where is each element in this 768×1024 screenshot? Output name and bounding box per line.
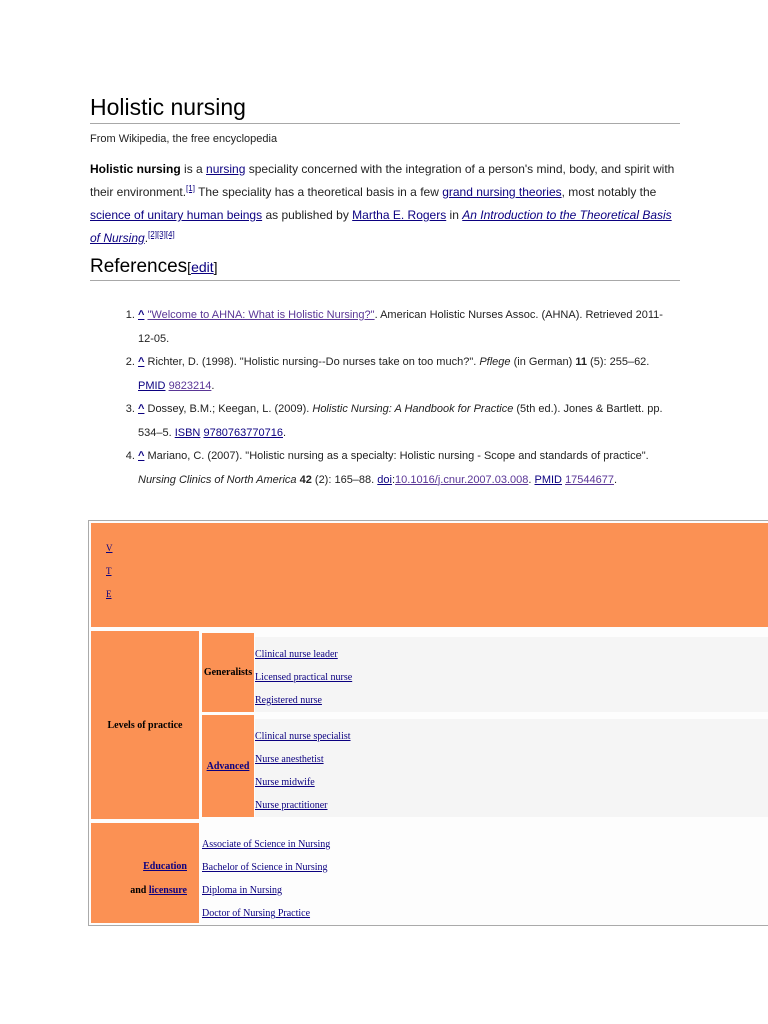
cite-1[interactable]: [1] [186,184,195,193]
and-text: and [130,885,149,896]
ref-text: . [282,426,287,439]
link-science-unitary[interactable]: science of unitary human beings [90,208,263,222]
advanced-link[interactable]: Advanced [206,760,250,772]
navbox-title-bar [91,523,768,627]
isbn-number-link[interactable]: 9780763770716 [203,426,283,439]
ref-volume: 11 [575,356,587,368]
list-item-nurse-practitioner[interactable]: Nurse practitioner [255,800,328,811]
references-list [90,304,668,492]
ref-journal: Nursing Clinics of North America [138,473,297,486]
education-link[interactable]: Education [143,861,187,872]
edit-bracket: ] [213,259,218,275]
group-label: Levels of practice [107,719,183,731]
subgroup-label: Generalists [203,667,253,678]
doi-link[interactable]: doi [377,473,392,486]
reference-item [138,304,668,351]
and-licensure-label [130,885,187,896]
education-list [200,823,768,923]
ref-text: Mariano, C. (2007). "Holistic nursing as a specialty: Holistic nursing - Scope and standards of practice". [144,450,649,462]
list-item-licensed-practical-nurse[interactable]: Licensed practical nurse [255,672,353,683]
lead-text: , most notably the [561,185,657,199]
backlink-caret[interactable]: ^ [138,403,145,415]
navbox-edit-link[interactable]: E [106,589,112,599]
ref-journal: Pflege [479,356,511,368]
backlink-caret[interactable]: ^ [138,450,145,462]
generalists-list [255,637,768,712]
lead-text: speciality concerned with the integration of a person's mind, body, and spirit with their environment. [90,162,675,199]
link-martha-rogers[interactable]: Martha E. Rogers [352,208,447,222]
edit-link[interactable]: edit [191,259,214,275]
navbox-view-link[interactable]: V [106,543,113,553]
ref-text: Dossey, B.M.; Keegan, L. (2009). [144,403,313,415]
group-education-and-licensure [91,823,199,923]
edit-bracket: [ [187,259,192,275]
ref-text: : [391,473,396,486]
lead-text: . [144,231,149,245]
navbox-talk-link[interactable]: T [106,566,112,576]
edit-section [187,259,217,275]
list-item-registered-nurse[interactable]: Registered nurse [255,695,322,706]
backlink-caret[interactable]: ^ [138,309,145,321]
pmid-number-link[interactable]: 9823214 [168,379,212,392]
pmid-link[interactable]: PMID [138,379,166,392]
ref-text: Richter, D. (1998). "Holistic nursing--Do nurses take on too much?". [144,356,480,368]
list-item-associate-science-nursing[interactable]: Associate of Science in Nursing [202,839,331,850]
ref-1-title-link[interactable]: "Welcome to AHNA: What is Holistic Nursing?" [147,309,375,321]
ref-text: . [528,473,535,486]
lead-text: in [446,208,463,222]
list-item-nurse-anesthetist[interactable]: Nurse anesthetist [255,754,324,765]
list-item-nurse-midwife[interactable]: Nurse midwife [255,777,315,788]
references-heading-text: References [90,256,188,277]
advanced-list [255,719,768,817]
link-grand-nursing-theories[interactable]: grand nursing theories [442,185,562,199]
page-title: Holistic nursing [90,92,680,124]
references-heading [90,255,680,281]
subgroup-generalists [202,633,254,712]
link-book[interactable]: An Introduction to the Theoretical Basis of Nursing [90,208,672,245]
ref-text: . [211,379,215,392]
lead-text: The speciality has a theoretical basis in a few [194,185,443,199]
ref-book-title: Holistic Nursing: A Handbook for Practice [312,403,514,415]
ref-text: (5th ed.). Jones & Bartlett. pp. 534–5. [138,403,663,439]
lead-text: as published by [262,208,353,222]
ref-text: (2): 165–88. [311,473,378,486]
reference-item [138,398,668,445]
lead-paragraph [90,158,680,250]
ref-text: . [614,473,618,486]
list-item-clinical-nurse-specialist[interactable]: Clinical nurse specialist [255,731,351,742]
pmid-link[interactable]: PMID [534,473,562,486]
list-item-diploma-in-nursing[interactable]: Diploma in Nursing [202,885,282,896]
nursing-navbox [88,520,768,926]
lead-text: is a [180,162,207,176]
reference-item [138,351,668,398]
subgroup-advanced [202,715,254,817]
isbn-link[interactable]: ISBN [174,426,201,439]
reference-item [138,445,668,492]
lead-bold-term: Holistic nursing [90,162,181,176]
list-item-bachelor-science-nursing[interactable]: Bachelor of Science in Nursing [202,862,328,873]
pmid-number-link[interactable]: 17544677 [565,473,615,486]
ref-text: . American Holistic Nurses Assoc. (AHNA). Retrieved 2011-12-05. [138,309,663,345]
ref-text: (5): 255–62. [586,356,650,368]
ref-text: (in German) [510,356,576,368]
group-levels-of-practice [91,631,199,819]
list-item-clinical-nurse-leader[interactable]: Clinical nurse leader [255,649,338,660]
list-item-doctor-nursing-practice[interactable]: Doctor of Nursing Practice [202,908,311,919]
link-nursing[interactable]: nursing [206,162,246,176]
doi-value-link[interactable]: 10.1016/j.cnur.2007.03.008 [395,473,529,486]
backlink-caret[interactable]: ^ [138,356,145,368]
ref-volume: 42 [299,473,312,486]
site-subtitle: From Wikipedia, the free encyclopedia [90,133,278,145]
licensure-link[interactable]: licensure [148,885,187,896]
cite-2-3-4[interactable]: [2][3][4] [148,230,175,239]
